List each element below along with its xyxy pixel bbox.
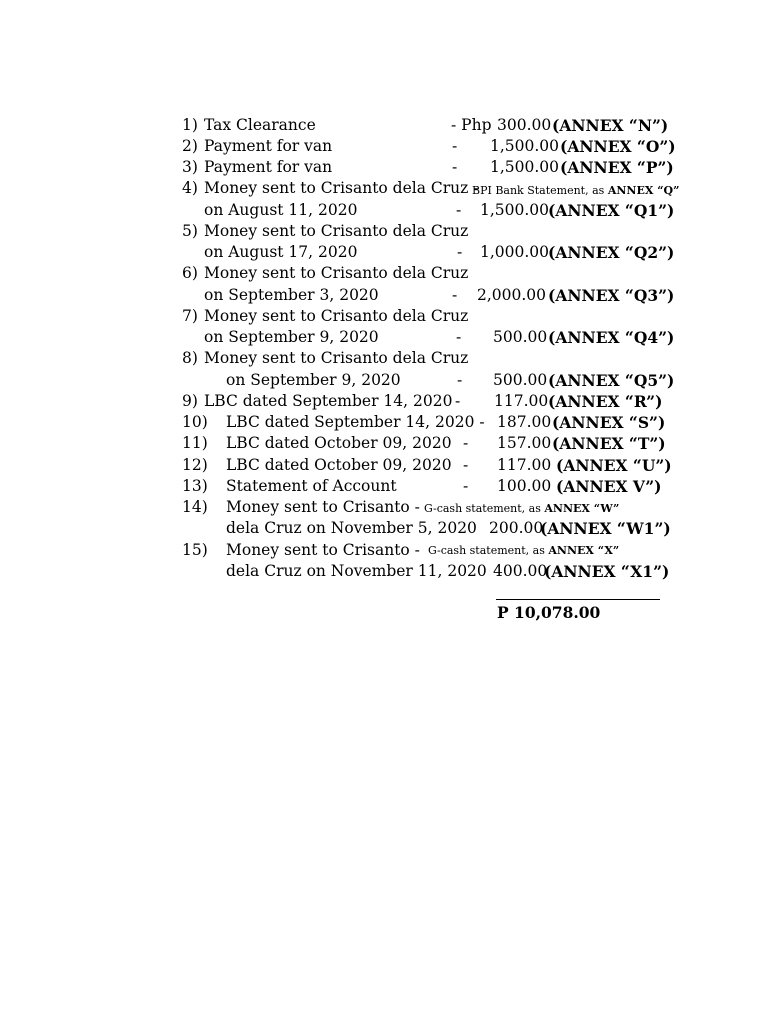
item-dash: -	[457, 371, 463, 389]
item-dash: -	[452, 286, 458, 304]
item-amount: 1,500.00	[480, 201, 550, 219]
item-description-continued: on August 11, 2020	[204, 201, 358, 219]
item-annex: (ANNEX “Q2”)	[548, 243, 675, 262]
item-number: 9)	[182, 392, 198, 410]
item-annex: (ANNEX “S”)	[552, 413, 666, 432]
item-amount: 187.00	[497, 413, 552, 431]
item-description: LBC dated October 09, 2020	[226, 434, 452, 452]
item-description: Money sent to Crisanto -	[226, 498, 420, 516]
item-number: 12)	[182, 456, 208, 474]
item-dash: -	[457, 243, 463, 261]
item-dash: -	[456, 328, 462, 346]
item-number: 2)	[182, 137, 198, 155]
item-annex: (ANNEX “R”)	[548, 392, 663, 411]
item-amount: 100.00	[497, 477, 552, 495]
item-amount: 157.00	[497, 434, 552, 452]
item-description: Money sent to Crisanto -	[226, 541, 420, 559]
item-description-continued: on September 9, 2020	[204, 328, 379, 346]
item-description-continued: dela Cruz on November 11, 2020	[226, 562, 487, 580]
item-amount: 2,000.00	[477, 286, 547, 304]
item-amount: 1,500.00	[490, 158, 560, 176]
item-number: 7)	[182, 307, 198, 325]
item-dash: -	[463, 456, 469, 474]
item-dash: -	[463, 477, 469, 495]
item-note: G-cash statement, as ANNEX “X”	[428, 544, 620, 557]
item-number: 4)	[182, 179, 198, 197]
total-underline	[496, 599, 660, 600]
item-amount: 300.00	[497, 116, 552, 134]
item-dash: -	[452, 158, 458, 176]
item-annex: (ANNEX “W1”)	[540, 519, 671, 538]
item-description: Statement of Account	[226, 477, 397, 495]
item-dash: -	[452, 137, 458, 155]
item-description: LBC dated September 14, 2020 -	[226, 413, 485, 431]
item-dash: -	[463, 434, 469, 452]
item-description: Payment for van	[204, 158, 333, 176]
item-amount: 400.00	[493, 562, 548, 580]
item-annex: (ANNEX “T”)	[552, 434, 666, 453]
item-note: BPI Bank Statement, as ANNEX “Q”	[472, 184, 680, 197]
item-annex: (ANNEX “P”)	[560, 158, 674, 177]
item-description: Money sent to Crisanto dela Cruz	[204, 307, 469, 325]
item-number: 5)	[182, 222, 198, 240]
item-description-continued: on September 9, 2020	[226, 371, 401, 389]
item-dash: - Php	[451, 116, 492, 134]
item-annex: (ANNEX “U”)	[556, 456, 672, 475]
item-annex: (ANNEX “X1”)	[544, 562, 670, 581]
item-number: 6)	[182, 264, 198, 282]
item-description-continued: on September 3, 2020	[204, 286, 379, 304]
item-dash: -	[455, 392, 461, 410]
item-note: G-cash statement, as ANNEX “W”	[424, 502, 620, 515]
item-description: Payment for van	[204, 137, 333, 155]
item-annex: (ANNEX V”)	[556, 477, 662, 496]
item-annex: (ANNEX “Q3”)	[548, 286, 675, 305]
item-number: 10)	[182, 413, 208, 431]
item-number: 3)	[182, 158, 198, 176]
item-dash: -	[456, 201, 462, 219]
item-number: 8)	[182, 349, 198, 367]
item-amount: 500.00	[493, 328, 548, 346]
item-number: 13)	[182, 477, 208, 495]
item-amount: 117.00	[494, 392, 549, 410]
item-annex: (ANNEX “O”)	[560, 137, 676, 156]
item-annex: (ANNEX “Q1”)	[548, 201, 675, 220]
item-description-continued: on August 17, 2020	[204, 243, 358, 261]
item-description: Money sent to Crisanto dela Cruz -	[204, 179, 479, 197]
item-amount: 1,500.00	[490, 137, 560, 155]
item-amount: 200.00	[489, 519, 544, 537]
total-amount: P 10,078.00	[497, 603, 601, 622]
item-number: 11)	[182, 434, 208, 452]
item-amount: 500.00	[493, 371, 548, 389]
item-annex: (ANNEX “N”)	[552, 116, 669, 135]
item-annex: (ANNEX “Q5”)	[548, 371, 675, 390]
item-number: 1)	[182, 116, 198, 134]
item-number: 14)	[182, 498, 208, 516]
item-amount: 117.00	[497, 456, 552, 474]
item-annex: (ANNEX “Q4”)	[548, 328, 675, 347]
item-description: Money sent to Crisanto dela Cruz	[204, 222, 469, 240]
item-amount: 1,000.00	[480, 243, 550, 261]
item-number: 15)	[182, 541, 208, 559]
item-description: LBC dated September 14, 2020	[204, 392, 453, 410]
item-description: Money sent to Crisanto dela Cruz	[204, 349, 469, 367]
item-description: Tax Clearance	[204, 116, 316, 134]
item-description: LBC dated October 09, 2020	[226, 456, 452, 474]
item-description: Money sent to Crisanto dela Cruz	[204, 264, 469, 282]
item-description-continued: dela Cruz on November 5, 2020	[226, 519, 477, 537]
